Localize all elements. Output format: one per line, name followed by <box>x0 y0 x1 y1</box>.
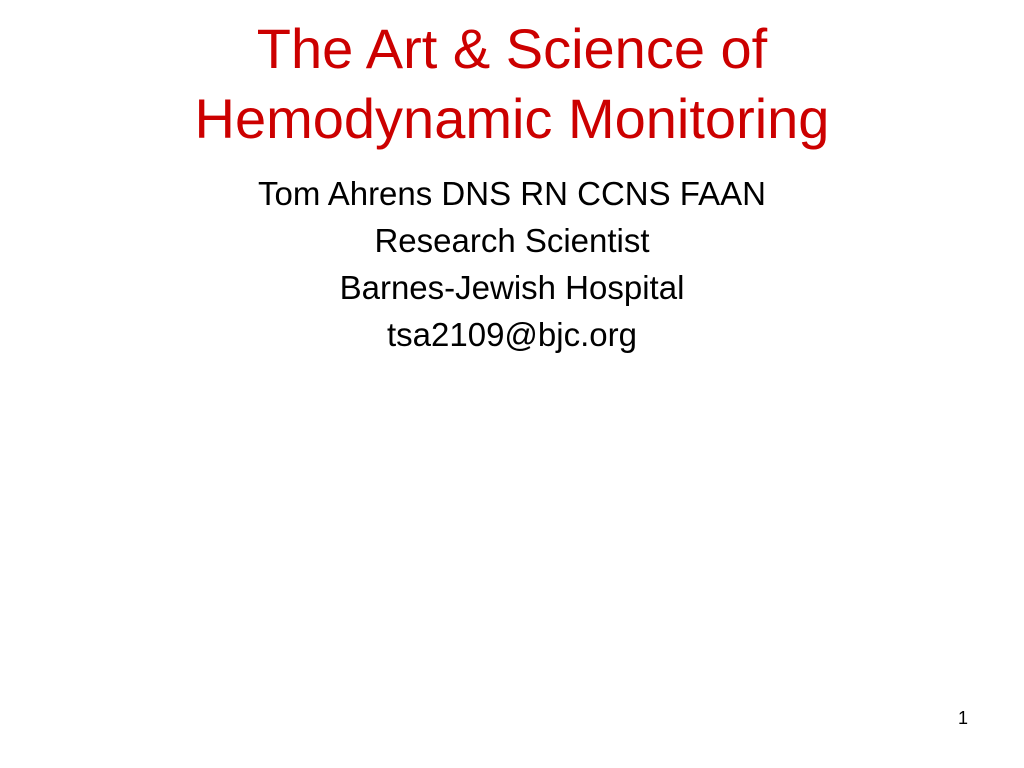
author-institution: Barnes-Jewish Hospital <box>339 269 685 306</box>
slide-title <box>0 14 1024 154</box>
title-line-2: Hemodynamic Monitoring <box>194 87 830 150</box>
author-role: Research Scientist <box>374 222 650 259</box>
author-email: tsa2109@bjc.org <box>387 316 637 353</box>
author-name: Tom Ahrens DNS RN CCNS FAAN <box>258 175 766 212</box>
slide-subtitle <box>0 170 1024 358</box>
slide-number: 1 <box>957 708 968 728</box>
title-line-1: The Art & Science of <box>256 17 768 80</box>
